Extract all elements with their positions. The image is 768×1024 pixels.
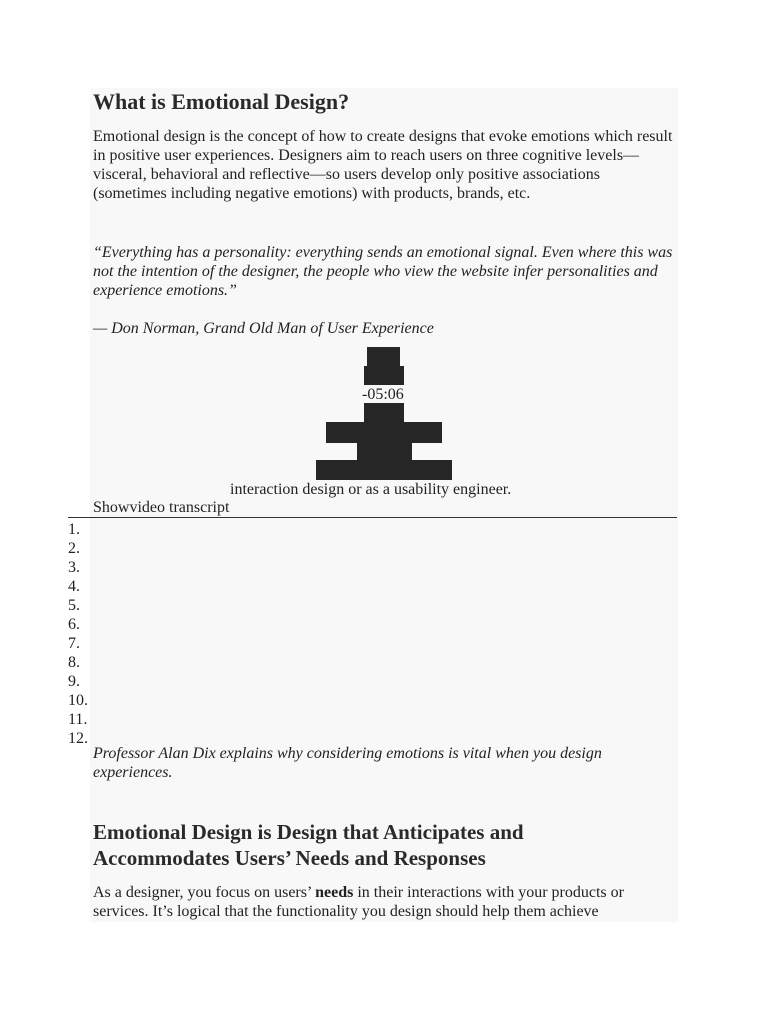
intro-paragraph: Emotional design is the concept of how to create designs that evoke emotions which result in positive user experiences. Designers aim to reach users on three cognitive levels—visceral, behavioral and reflective—so users develop only positive associations (sometimes including negative emotions) with products, brands, etc. [93,128,673,202]
volume-icon[interactable] [367,347,400,367]
captions-button[interactable] [326,422,442,443]
picture-in-picture-icon[interactable] [357,441,412,462]
divider [68,517,677,518]
transcript-item: 4. [68,578,80,595]
transcript-item: 12. [68,730,88,747]
transcript-item: 3. [68,559,80,576]
settings-icon[interactable] [364,403,404,423]
transcript-item: 8. [68,654,80,671]
transcript-item: 11. [68,711,88,728]
fullscreen-button[interactable] [316,460,452,480]
transcript-item: 9. [68,673,80,690]
article-title: What is Emotional Design? [93,89,350,114]
transcript-item: 6. [68,616,80,633]
show-transcript-link[interactable]: Showvideo transcript [93,499,230,516]
section-heading: Emotional Design is Design that Anticipates and Accommodates Users’ Needs and Responses [93,820,524,870]
play-button[interactable] [364,366,404,385]
body-text-start: As a designer, you focus on users’ [93,884,316,901]
body-text-end: in their interactions with your products or services. It’s logical that the functionality you design should help them achieve [93,884,624,920]
section-body [93,883,677,921]
body-text-bold: needs [315,884,354,901]
transcript-list [68,520,88,748]
transcript-item: 2. [68,540,80,557]
video-description: Professor Alan Dix explains why considering emotions is vital when you design experiences. [93,745,602,781]
quote-attribution: — Don Norman, Grand Old Man of User Experience [93,320,434,337]
time-remaining: -05:06 [362,386,404,403]
quote: “Everything has a personality: everything sends an emotional signal. Even where this was not the intention of the designer, the people who view the website infer personalities and experience emotions.” [93,244,673,299]
transcript-item: 5. [68,597,80,614]
transcript-item: 1. [68,521,80,538]
transcript-item: 7. [68,635,80,652]
transcript-item: 10. [68,692,88,709]
video-caption: interaction design or as a usability engineer. [230,481,512,498]
